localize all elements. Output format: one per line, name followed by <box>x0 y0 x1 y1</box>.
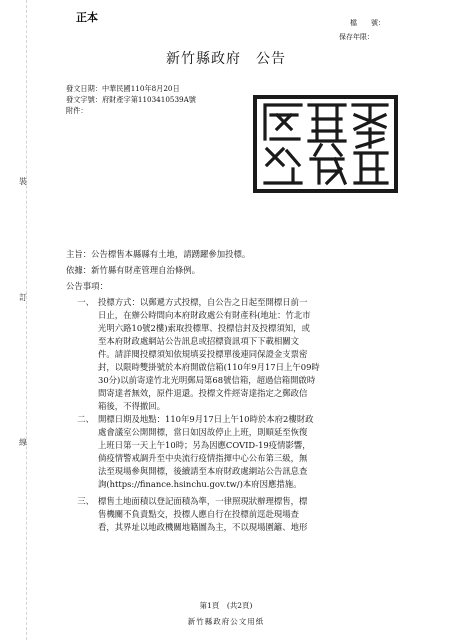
section-line: 開標日期及地點：110年9月17日上午10時於本府2樓財政 <box>98 414 314 424</box>
copy-mark: 正本 <box>76 11 98 24</box>
section-number: 三、 <box>77 496 94 506</box>
section-body <box>98 495 416 534</box>
section-line: 售機關不負責點交，投標人應自行在投標前逕赴現場查 <box>98 509 299 519</box>
issue-number: 發文字號：府財產字第1103410539A號 <box>66 95 196 104</box>
basis-line: 依據：新竹縣有財產管理自治條例。 <box>66 265 200 275</box>
binding-mark-middle: 訂 <box>19 293 27 302</box>
retention-label: 保存年限： <box>339 33 374 41</box>
section-line: 處會議室公開開標，當日如因故停止上班，則順延至恢復 <box>98 427 308 437</box>
section-line: 上班日第一天上午10時；另為因應COVID-19疫情影響， <box>98 440 311 450</box>
section-line: 倘疫情警戒調升至中央流行疫情指揮中心公布第三級，無 <box>98 453 308 463</box>
subject-line: 主旨：公告標售本縣縣有土地，請踴躍參加投標。 <box>66 249 251 259</box>
section-number: 二、 <box>77 414 94 424</box>
section-line: 至本府財政處網站公告訊息或招標資訊項下下載相關文 <box>98 336 299 346</box>
section-line: 詢(https://finance.hsinchu.gov.tw/)本府因應措施。 <box>98 479 302 489</box>
section-line: 光明六路10號2樓)索取投標單、投標信封及投標須知，或 <box>98 323 310 333</box>
section-line: 看，其界址以地政機關地籍圖為主，不以現場圍籬、地形 <box>98 522 308 532</box>
section-line: 法至現場參與開標，後續請至本府財政處網站公告訊息查 <box>98 466 308 476</box>
attachment-label: 附件： <box>66 106 88 115</box>
issue-date: 發文日期：中華民國110年8月20日 <box>66 84 180 93</box>
section-line: 30分)以前寄達竹北光明郵局第68號信箱，超過信箱開啟時 <box>98 375 316 385</box>
section-line: 日止，在辦公時間向本府財政處公有財產科(地址：竹北市 <box>98 310 311 320</box>
section-line: 標售土地面積以登記面積為準，一律照現狀辦理標售，標 <box>98 496 308 506</box>
binding-mark-top: 裝 <box>19 177 27 186</box>
page-number: 第1頁 (共2頁) <box>199 601 253 610</box>
items-heading: 公告事項： <box>66 281 108 291</box>
section-line: 封，以限時雙掛號於本府開啟信箱(110年9月17日上午09時 <box>98 362 320 372</box>
section-body <box>98 413 416 491</box>
section-number: 一、 <box>77 297 94 307</box>
section-line: 件。請詳閱投標須知依規填妥投標單後連同保證金支票密 <box>98 349 308 359</box>
paper-label: 新竹縣政府公文用紙 <box>187 617 265 626</box>
binding-mark-bottom: 線 <box>19 438 27 447</box>
official-seal <box>253 95 398 193</box>
binding-margin <box>8 0 44 640</box>
page-title: 新竹縣政府 公告 <box>166 51 286 67</box>
section-line: 箱後，不得撤回。 <box>98 401 165 411</box>
seal-graphic <box>257 99 394 189</box>
section-line: 間寄達者無效，原件退還。投標文件經寄達指定之郵政信 <box>98 388 308 398</box>
file-number-label: 檔 號： <box>350 19 385 27</box>
section-body <box>98 296 416 413</box>
section-line: 投標方式：以郵遞方式投標，自公告之日起至開標日前一 <box>98 297 308 307</box>
